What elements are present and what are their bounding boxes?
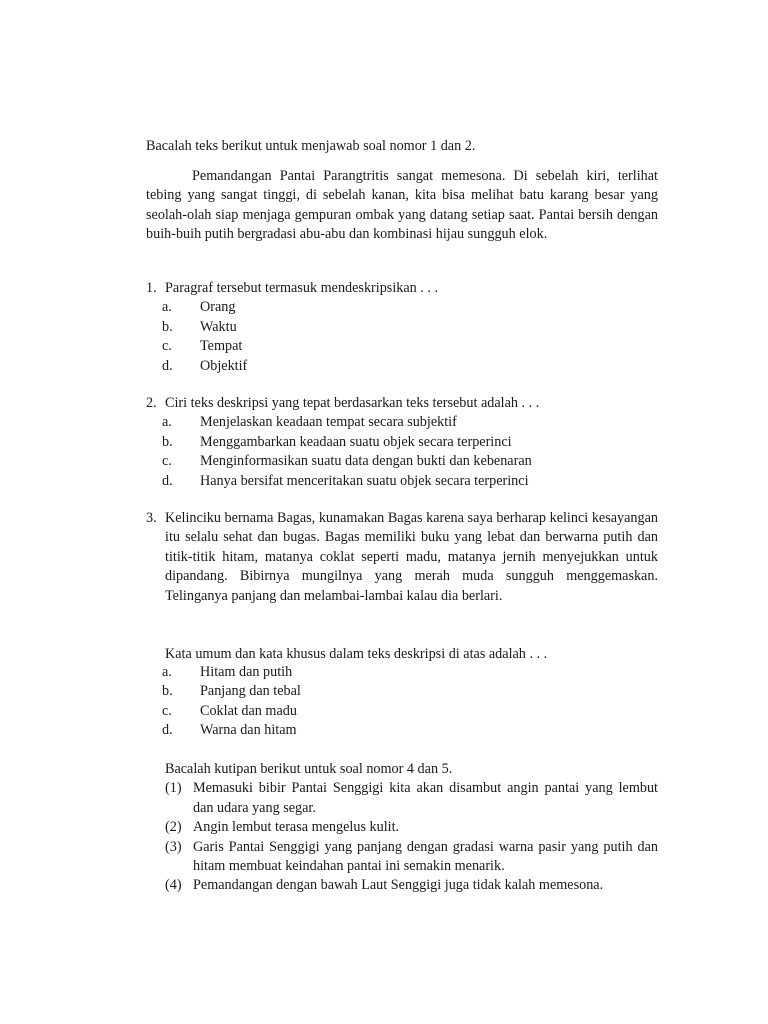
option-b xyxy=(146,433,658,452)
option-text: Warna dan hitam xyxy=(200,722,297,739)
excerpt-sentence xyxy=(165,818,658,837)
option-d xyxy=(146,357,658,376)
option-letter: b. xyxy=(162,318,173,335)
question-3-options xyxy=(146,663,658,741)
question-3 xyxy=(146,509,658,606)
option-letter: d. xyxy=(162,722,173,739)
question-text: Ciri teks deskripsi yang tepat berdasarkan teks tersebut adalah . . . xyxy=(165,395,540,411)
option-c xyxy=(146,702,658,721)
passage-paragraph: Pemandangan Pantai Parangtritis sangat memesona. Di sebelah kiri, terlihat tebing yang sangat tinggi, di sebelah kanan, kita bisa melihat batu karang besar yang seolah-olah siap menjaga gempuran ombak yang datang setiap saat. Pantai bersih dengan buih-buih putih bergradasi abu-abu dan kombinasi hijau sungguh elok. xyxy=(146,168,658,243)
question-2 xyxy=(146,394,658,491)
option-text: Menjelaskan keadaan tempat secara subjektif xyxy=(200,414,457,431)
option-letter: c. xyxy=(162,702,172,719)
sentence-number: (3) xyxy=(165,838,182,855)
option-text: Hitam dan putih xyxy=(200,664,293,680)
option-d xyxy=(146,472,658,491)
option-letter: b. xyxy=(162,433,173,450)
option-a xyxy=(146,298,658,317)
option-text: Hanya bersifat menceritakan suatu objek secara terperinci xyxy=(200,472,529,489)
question-1 xyxy=(146,279,658,376)
excerpt-section xyxy=(165,760,658,896)
option-c xyxy=(146,452,658,471)
option-a xyxy=(146,663,658,682)
option-letter: a. xyxy=(162,299,172,316)
excerpt-sentence xyxy=(165,779,658,818)
excerpt-sentences xyxy=(165,779,658,895)
excerpt-instruction: Bacalah kutipan berikut untuk soal nomor 4 dan 5. xyxy=(165,761,453,777)
option-text: Objektif xyxy=(200,357,248,374)
option-text: Panjang dan tebal xyxy=(200,683,301,700)
sentence-number: (2) xyxy=(165,819,182,836)
option-text: Tempat xyxy=(200,338,243,355)
reading-instruction: Bacalah teks berikut untuk menjawab soal nomor 1 dan 2. xyxy=(146,138,476,154)
question-1-stem xyxy=(146,279,658,298)
option-d xyxy=(146,721,658,740)
sentence-text: Garis Pantai Senggigi yang panjang dengan gradasi warna pasir yang putih dan hitam membuat keindahan pantai ini semakin menarik. xyxy=(193,838,658,875)
option-letter: d. xyxy=(162,472,173,489)
option-text: Waktu xyxy=(200,318,237,335)
option-letter: d. xyxy=(162,357,173,374)
sentence-number: (4) xyxy=(165,877,182,894)
excerpt-sentence xyxy=(165,838,658,877)
option-letter: a. xyxy=(162,414,172,431)
sentence-text: Angin lembut terasa mengelus kulit. xyxy=(193,819,400,836)
reading-passage xyxy=(146,167,658,245)
option-a xyxy=(146,413,658,432)
option-letter: c. xyxy=(162,453,172,470)
question-number: 2. xyxy=(146,395,157,411)
question-3-text: Kelinciku bernama Bagas, kunamakan Bagas karena saya berharap kelinci kesayangan itu selalu sehat dan bugas. Bagas memiliki buku yang lebat dan berwarna putih dan titik-titik hitam, matanya coklat seperti madu, matanya jernih menyejukkan untuk dipandang. Bibirnya mungilnya yang merah muda sungguh menggemaskan. Telinganya panjang dan melambai-lambai kalau dia berlari. xyxy=(165,510,658,604)
question-1-options xyxy=(146,298,658,376)
question-2-options xyxy=(146,413,658,491)
option-c xyxy=(146,337,658,356)
question-3-prompt: Kata umum dan kata khusus dalam teks deskripsi di atas adalah . . . xyxy=(165,646,548,662)
sentence-number: (1) xyxy=(165,780,182,797)
option-text: Menginformasikan suatu data dengan bukti dan kebenaran xyxy=(200,453,532,470)
excerpt-sentence xyxy=(165,876,658,895)
option-letter: a. xyxy=(162,664,172,680)
question-number: 1. xyxy=(146,280,157,296)
question-number: 3. xyxy=(146,510,157,526)
option-letter: c. xyxy=(162,338,172,355)
option-text: Coklat dan madu xyxy=(200,702,297,719)
option-text: Orang xyxy=(200,299,236,316)
option-b xyxy=(146,318,658,337)
sentence-text: Pemandangan dengan bawah Laut Senggigi juga tidak kalah memesona. xyxy=(193,877,604,894)
option-text: Menggambarkan keadaan suatu objek secara terperinci xyxy=(200,433,512,450)
question-2-stem xyxy=(146,394,658,413)
option-letter: b. xyxy=(162,683,173,700)
question-text: Paragraf tersebut termasuk mendeskripsikan . . . xyxy=(165,280,439,296)
question-3-passage xyxy=(146,509,658,606)
sentence-text: Memasuki bibir Pantai Senggigi kita akan disambut angin pantai yang lembut dan udara yang segar. xyxy=(193,780,658,816)
option-b xyxy=(146,682,658,701)
